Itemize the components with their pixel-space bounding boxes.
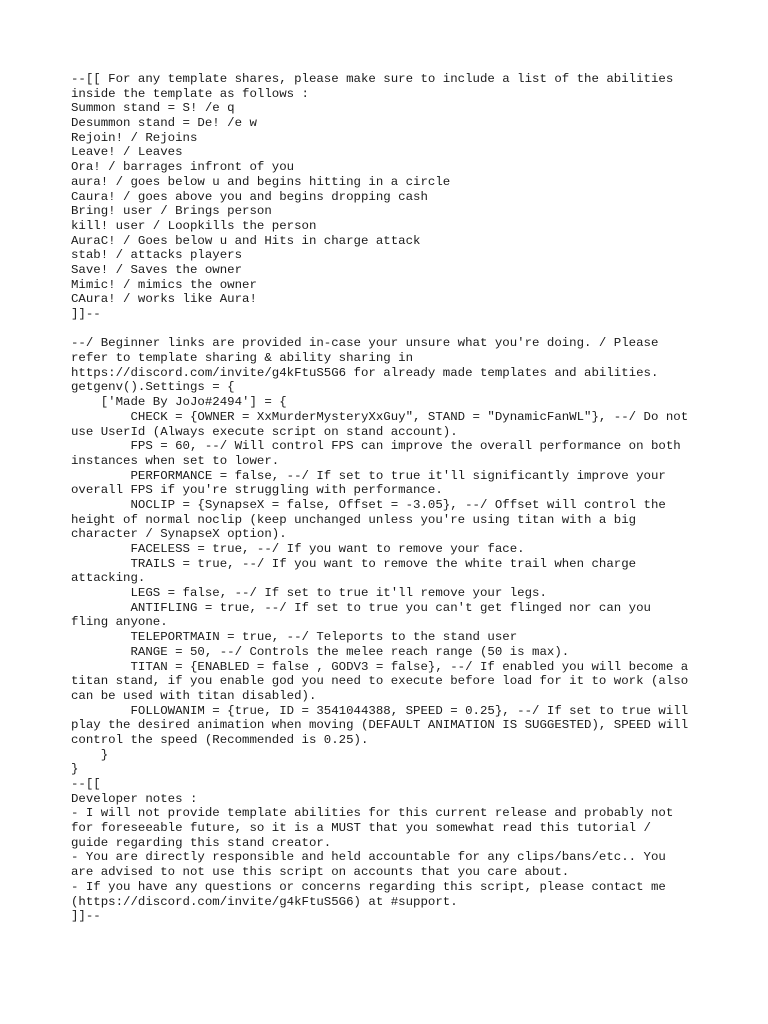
text-line: play the desired animation when moving (DEFAULT ANIMATION IS SUGGESTED), SPEED will — [71, 718, 689, 733]
text-line: CAura! / works like Aura! — [71, 292, 257, 307]
text-line: --[[ — [71, 777, 101, 791]
text-line: kill! user / Loopkills the person — [71, 218, 317, 233]
text-line: } — [71, 762, 79, 777]
text-line: aura! / goes below u and begins hitting in a circle — [71, 174, 451, 189]
text-line: Mimic! / mimics the owner — [71, 277, 257, 292]
text-line: PERFORMANCE = false, --/ If set to true it'll significantly improve your — [71, 468, 666, 483]
text-line: --/ Beginner links are provided in-case your unsure what you're doing. / Please — [71, 336, 659, 351]
text-line: fling anyone. — [71, 615, 168, 630]
text-line: height of normal noclip (keep unchanged unless you're using titan with a big — [71, 512, 637, 527]
text-line: attacking. — [71, 571, 146, 586]
text-line: character / SynapseX option). — [71, 527, 287, 542]
text-line: can be used with titan disabled). — [71, 688, 317, 703]
text-line: ]]-- — [71, 909, 101, 924]
text-line: AuraC! / Goes below u and Hits in charge attack — [71, 233, 421, 248]
text-line: are advised to not use this script on accounts that you care about. — [71, 865, 570, 880]
text-line: ANTIFLING = true, --/ If set to true you can't get flinged nor can you — [71, 600, 651, 615]
text-line: getgenv().Settings = { — [71, 380, 235, 395]
text-line: } — [71, 747, 109, 762]
text-line: instances when set to lower. — [71, 453, 280, 468]
text-line: use UserId (Always execute script on stand account). — [71, 424, 458, 439]
text-line: Ora! / barrages infront of you — [71, 160, 295, 175]
text-line: - I will not provide template abilities for this current release and probably not — [71, 806, 674, 821]
text-line: Leave! / Leaves — [71, 145, 183, 160]
text-line: ['Made By JoJo#2494'] = { — [71, 395, 287, 410]
text-line: refer to template sharing & ability sharing in — [71, 351, 414, 366]
text-line: NOCLIP = {SynapseX = false, Offset = -3.05}, --/ Offset will control the — [71, 497, 666, 512]
text-line: https://discord.com/invite/g4kFtuS5G6 for already made templates and abilities. — [71, 365, 659, 380]
text-line: overall FPS if you're struggling with performance. — [71, 483, 443, 498]
text-line: --[[ For any template shares, please make sure to include a list of the abilities — [71, 72, 674, 86]
text-line: LEGS = false, --/ If set to true it'll remove your legs. — [71, 586, 547, 601]
text-line: Rejoin! / Rejoins — [71, 130, 198, 145]
text-line: ]]-- — [71, 307, 101, 321]
text-line: Save! / Saves the owner — [71, 262, 243, 277]
text-line: guide regarding this stand creator. — [71, 835, 332, 850]
text-line: FOLLOWANIM = {true, ID = 3541044388, SPEED = 0.25}, --/ If set to true will — [71, 703, 689, 718]
text-line: for foreseeable future, so it is a MUST that you somewhat read this tutorial / — [71, 821, 651, 836]
text-line: TRAILS = true, --/ If you want to remove the white trail when charge — [71, 556, 637, 571]
text-line: TITAN = {ENABLED = false , GODV3 = false}, --/ If enabled you will become a — [71, 659, 689, 674]
text-line: titan stand, if you enable god you need to execute before load for it to work (also — [71, 674, 689, 689]
text-line: (https://discord.com/invite/g4kFtuS5G6) at #support. — [71, 894, 458, 909]
text-line: Desummon stand = De! /e w — [71, 116, 257, 131]
script-text-block — [71, 72, 711, 924]
text-line: control the speed (Recommended is 0.25). — [71, 732, 369, 747]
text-line: Developer notes : — [71, 791, 198, 806]
text-line: CHECK = {OWNER = XxMurderMysteryXxGuy", STAND = "DynamicFanWL"}, --/ Do not — [71, 409, 689, 424]
text-line: TELEPORTMAIN = true, --/ Teleports to the stand user — [71, 630, 518, 645]
text-line: Summon stand = S! /e q — [71, 101, 235, 116]
text-line: inside the template as follows : — [71, 86, 309, 101]
text-line: FACELESS = true, --/ If you want to remove your face. — [71, 542, 525, 556]
text-line: stab! / attacks players — [71, 248, 243, 263]
text-line: Bring! user / Brings person — [71, 204, 272, 219]
text-line: - If you have any questions or concerns regarding this script, please contact me — [71, 879, 666, 894]
text-line — [71, 322, 711, 337]
text-line: FPS = 60, --/ Will control FPS can improve the overall performance on both — [71, 439, 681, 454]
text-line: RANGE = 50, --/ Controls the melee reach range (50 is max). — [71, 644, 570, 659]
text-line: - You are directly responsible and held accountable for any clips/bans/etc.. You — [71, 850, 666, 865]
text-line: Caura! / goes above you and begins dropping cash — [71, 189, 428, 204]
